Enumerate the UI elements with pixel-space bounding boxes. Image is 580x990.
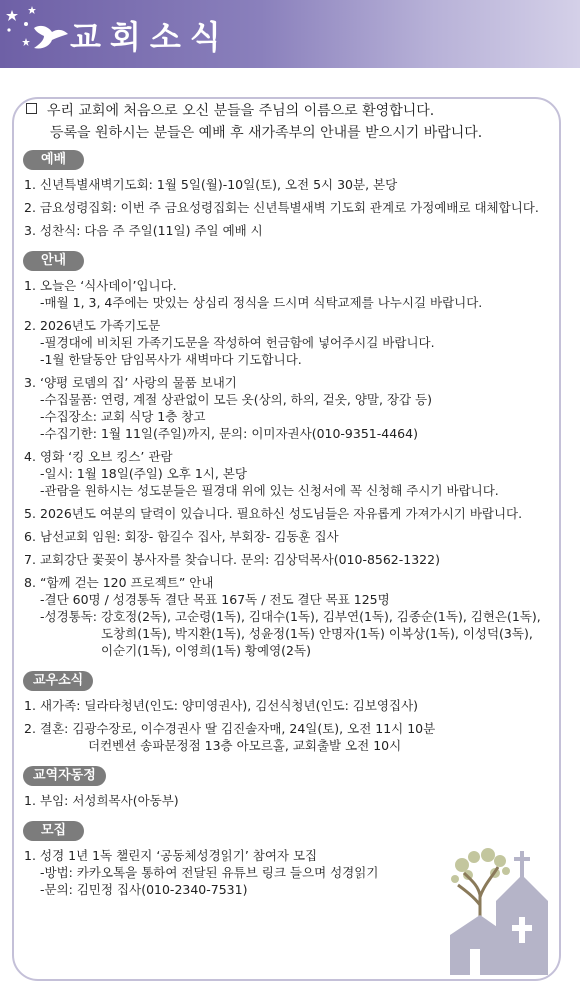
list-item	[24, 277, 542, 311]
section-worship	[22, 144, 542, 239]
dove-star-icon	[4, 4, 70, 60]
item-number: 5.	[24, 506, 36, 521]
item-detail: 도창희(1독), 박지환(1독), 성윤정(1독) 안명자(1독) 이복상(1독), 이성덕(3독),	[101, 626, 533, 641]
list-item	[24, 448, 542, 499]
section-label-members: 교우소식	[23, 671, 93, 691]
list-item	[24, 697, 542, 714]
item-detail: -방법: 카카오톡을 통하여 전달된 유튜브 링크 들으며 성경읽기	[40, 865, 379, 880]
item-number: 1.	[24, 793, 36, 808]
item-text: 부임: 서성희목사(아동부)	[40, 793, 179, 808]
list-item	[24, 528, 542, 545]
item-number: 6.	[24, 529, 36, 544]
list-item	[24, 317, 542, 368]
section-label-pastor: 교역자동정	[23, 766, 106, 786]
item-detail: 더컨벤션 송파문정점 13층 아모르홀, 교회출발 오전 10시	[88, 738, 402, 753]
list-item	[24, 574, 542, 659]
item-detail: -수집장소: 교회 식당 1층 창고	[40, 409, 206, 424]
list-item	[24, 792, 542, 809]
item-number: 1.	[24, 848, 36, 863]
list-item	[24, 222, 542, 239]
item-text: 2026년도 가족기도문	[40, 318, 161, 333]
item-number: 1.	[24, 698, 36, 713]
item-detail: -수집물품: 연령, 계절 상관없이 모든 옷(상의, 하의, 겉옷, 양말, 장갑 등)	[40, 392, 433, 407]
item-text: 영화 ‘킹 오브 킹스’ 관람	[40, 449, 173, 464]
section-label-notice: 안내	[23, 251, 84, 271]
item-detail: -결단 60명 / 성경통독 결단 목표 167독 / 전도 결단 목표 125명	[40, 592, 390, 607]
news-content	[22, 100, 542, 904]
item-detail: -필경대에 비치된 가족기도문을 작성하여 헌금함에 넣어주시길 바랍니다.	[40, 335, 435, 350]
item-text: 새가족: 딜라타청년(인도: 양미영권사), 김선식청년(인도: 김보영집사)	[40, 698, 419, 713]
intro-line-1: 우리 교회에 처음으로 오신 분들을 주님의 이름으로 환영합니다.	[47, 103, 435, 119]
section-pastor	[22, 760, 542, 809]
item-detail: -일시: 1월 18일(주일) 오후 1시, 본당	[40, 466, 247, 481]
item-text: 교회강단 꽃꽂이 봉사자를 찾습니다. 문의: 김상덕목사(010-8562-1322)	[40, 552, 440, 567]
intro-message	[26, 100, 542, 144]
list-item	[24, 176, 542, 193]
item-text: 2026년도 여분의 달력이 있습니다. 필요하신 성도님들은 자유롭게 가져가시기 바랍니다.	[40, 506, 523, 521]
list-item	[24, 199, 542, 216]
item-number: 2.	[24, 721, 36, 736]
section-notice	[22, 245, 542, 659]
church-tree-icon	[440, 845, 560, 975]
item-number: 1.	[24, 177, 36, 192]
item-text: 남선교회 임원: 회장- 함길수 집사, 부회장- 김동훈 집사	[40, 529, 339, 544]
item-text: 신년특별새벽기도회: 1월 5일(월)-10일(토), 오전 5시 30분, 본당	[40, 177, 398, 192]
item-text: ‘양평 로뎀의 집’ 사랑의 물품 보내기	[40, 375, 237, 390]
list-item	[24, 551, 542, 568]
list-item	[24, 374, 542, 442]
item-number: 2.	[24, 200, 36, 215]
list-item	[24, 720, 542, 754]
item-text: 성찬식: 다음 주 주일(11일) 주일 예배 시	[40, 223, 263, 238]
item-number: 3.	[24, 223, 36, 238]
item-detail: 이순기(1독), 이영희(1독) 황예영(2독)	[101, 643, 311, 658]
intro-line-2: 등록을 원하시는 분들은 예배 후 새가족부의 안내를 받으시기 바랍니다.	[50, 125, 483, 141]
section-label-recruit: 모집	[23, 821, 84, 841]
checkbox-square-icon	[26, 103, 37, 114]
item-number: 2.	[24, 318, 36, 333]
item-detail: -문의: 김민정 집사(010-2340-7531)	[40, 882, 248, 897]
item-number: 8.	[24, 575, 36, 590]
item-text: “함께 걷는 120 프로젝트” 안내	[40, 575, 214, 590]
item-text: 성경 1년 1독 챌린지 ‘공동체성경읽기’ 참여자 모집	[40, 848, 318, 863]
item-number: 1.	[24, 278, 36, 293]
list-item	[24, 505, 542, 522]
item-detail: -매월 1, 3, 4주에는 맛있는 상심리 정식을 드시며 식탁교제를 나누시길 바랍니다.	[40, 295, 483, 310]
header-banner	[0, 0, 580, 68]
item-detail: -관람을 원하시는 성도분들은 필경대 위에 있는 신청서에 꼭 신청해 주시기 바랍니다.	[40, 483, 499, 498]
item-detail: -성경통독: 강호정(2독), 고순령(1독), 김대수(1독), 김부연(1독), 김종순(1독), 김현은(1독),	[40, 609, 541, 624]
item-detail: -수집기한: 1월 11일(주일)까지, 문의: 이미자권사(010-9351-4464)	[40, 426, 418, 441]
section-members	[22, 665, 542, 754]
item-text: 오늘은 ‘식사데이’입니다.	[40, 278, 177, 293]
item-number: 4.	[24, 449, 36, 464]
item-number: 3.	[24, 375, 36, 390]
item-detail: -1월 한달동안 담임목사가 새벽마다 기도합니다.	[40, 352, 302, 367]
item-text: 금요성령집회: 이번 주 금요성령집회는 신년특별새벽 기도회 관계로 가정예배로 대체합니다.	[40, 200, 539, 215]
section-label-worship: 예배	[23, 150, 84, 170]
item-text: 결혼: 김광수장로, 이수경권사 딸 김진솔자매, 24일(토), 오전 11시 10분	[40, 721, 436, 736]
page-title: 교회소식	[70, 18, 230, 56]
item-number: 7.	[24, 552, 36, 567]
